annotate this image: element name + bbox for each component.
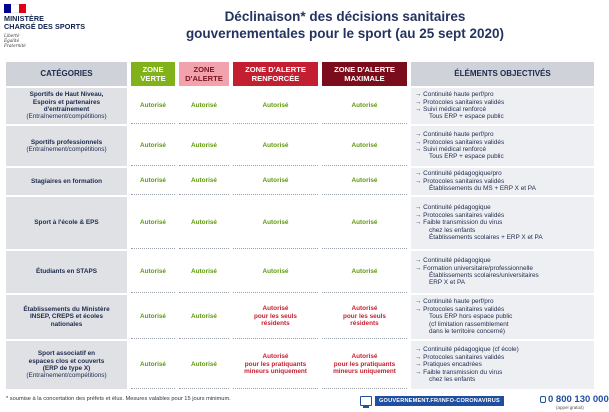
category-cell <box>6 341 127 389</box>
header-zone-alerte-renforcee <box>233 62 318 86</box>
category-cell <box>6 197 127 249</box>
element-item: → Continuité pédagogique <box>415 257 491 265</box>
status-maximale-text <box>352 219 378 226</box>
category-label <box>34 219 98 226</box>
status-renforcee-text <box>263 102 289 109</box>
category-line: INSEP, CREPS et écoles <box>29 313 104 321</box>
phone-icon <box>540 396 546 403</box>
header-max-line-2: MAXIMALE <box>344 74 385 83</box>
status-zone-verte: Autorisé <box>131 341 175 389</box>
hotline <box>540 394 609 410</box>
elements-list <box>415 298 512 335</box>
status-maximale-text <box>352 268 378 275</box>
status-zone-verte: Autorisé <box>131 88 175 124</box>
elements-cell <box>411 197 594 249</box>
category-line: Étudiants en STAPS <box>36 268 97 276</box>
elements-cell <box>411 88 594 124</box>
element-item: Établissements scolaires/universitaires <box>429 272 539 279</box>
status-maximale-line: pour les seuls <box>343 312 386 320</box>
title-line-2: gouvernementales pour le sport (au 25 sept 2020) <box>185 26 505 41</box>
category-line: (ERP de type X) <box>42 365 91 372</box>
header-alerte-line-1: ZONE <box>193 65 215 74</box>
status-maximale-text <box>343 305 386 327</box>
element-item: → Protocoles sanitaires validés <box>415 305 505 313</box>
element-item: chez les enfants <box>429 226 476 234</box>
category-line: d'entraînement <box>43 106 90 113</box>
gov-link[interactable] <box>360 396 504 406</box>
status-zone-alerte: Autorisé <box>179 88 229 124</box>
elements-cell <box>411 126 594 166</box>
status-zone-alerte: Autorisé <box>179 126 229 166</box>
flag-red <box>19 4 26 13</box>
status-zone-maximale <box>322 88 407 124</box>
phone-number <box>540 394 609 405</box>
status-renforcee-line: pour les pratiquants <box>244 360 307 368</box>
element-item: → Continuité haute perf/pro <box>415 298 494 306</box>
category-label <box>26 139 106 154</box>
status-zone-maximale <box>322 126 407 166</box>
ministry-name <box>4 15 94 31</box>
ministry-line-1: MINISTÈRE <box>4 14 45 23</box>
header-categories: CATÉGORIES <box>6 62 127 86</box>
status-renforcee-text <box>244 353 307 375</box>
status-maximale-line: Autorisé <box>351 305 378 313</box>
header-zone-alerte-maximale <box>322 62 407 86</box>
status-zone-alerte: Autorisé <box>179 295 229 339</box>
element-item: Établissements scolaires + ERP X et PA <box>429 234 543 242</box>
elements-list <box>415 91 504 121</box>
category-cell <box>6 295 127 339</box>
status-zone-renforcee <box>233 197 318 249</box>
category-cell <box>6 168 127 195</box>
status-zone-verte: Autorisé <box>131 251 175 293</box>
elements-cell <box>411 341 594 389</box>
status-renforcee-line: pour les seuls <box>254 312 297 320</box>
element-item: → Continuité pédagogique (cf école) <box>415 346 519 354</box>
element-item: → Protocoles sanitaires validés <box>415 138 505 146</box>
status-zone-verte: Autorisé <box>131 295 175 339</box>
status-zone-alerte: Autorisé <box>179 341 229 389</box>
status-renforcee-line: mineurs uniquement <box>244 368 307 376</box>
header-verte-line-2: VERTE <box>140 74 166 83</box>
category-cell <box>6 251 127 293</box>
header-verte-line-1: ZONE <box>142 65 164 74</box>
category-line: Établissements du Ministère <box>23 305 110 313</box>
elements-list <box>415 170 536 192</box>
status-renforcee-text <box>263 142 289 149</box>
category-label <box>26 91 106 121</box>
element-item: ERP X et PA <box>429 279 465 287</box>
element-item: → Continuité pédagogique/pro <box>415 170 502 178</box>
phone-note: (appel gratuit) <box>556 405 584 410</box>
status-maximale-line: mineurs uniquement <box>333 368 396 376</box>
category-label <box>23 306 109 328</box>
elements-cell <box>411 168 594 195</box>
status-renforcee-line: Autorisé <box>262 267 289 275</box>
category-line: Sportifs professionnels <box>30 138 103 146</box>
category-line: espaces clos et couverts <box>28 357 105 365</box>
header-renf-line-2: RENFORCÉE <box>251 74 300 83</box>
status-renforcee-text <box>263 177 289 184</box>
status-renforcee-line: Autorisé <box>262 305 289 313</box>
elements-cell <box>411 251 594 293</box>
status-renforcee-text <box>263 268 289 275</box>
elements-list <box>415 346 519 383</box>
category-subtitle: (Entraînement/compétitions) <box>26 146 107 153</box>
element-item: → Protocoles sanitaires validés <box>415 177 505 185</box>
motto-egalite: Égalité <box>4 38 20 43</box>
status-zone-verte: Autorisé <box>131 126 175 166</box>
category-label <box>31 178 102 185</box>
header-zone-verte <box>131 62 175 86</box>
category-cell <box>6 126 127 166</box>
elements-list <box>415 257 539 287</box>
status-zone-maximale <box>322 168 407 195</box>
category-line: nationales <box>50 320 83 328</box>
flag-blue <box>4 4 11 13</box>
status-maximale-line: résidents <box>350 320 379 328</box>
status-maximale-text <box>333 353 396 375</box>
status-zone-renforcee <box>233 341 318 389</box>
category-label <box>36 268 97 275</box>
status-renforcee-line: résidents <box>261 320 290 328</box>
status-zone-alerte: Autorisé <box>179 168 229 195</box>
element-item: dans le territoire concerné) <box>429 328 506 336</box>
status-maximale-line: Autorisé <box>351 353 378 361</box>
gov-url[interactable]: GOUVERNEMENT.FR/INFO-CORONAVIRUS <box>375 396 504 406</box>
element-item: Tous ERP + espace public <box>429 113 504 121</box>
category-line: Sportifs de Haut Niveau, <box>29 91 104 99</box>
element-item: → Suivi médical renforcé <box>415 106 487 113</box>
element-item: → Formation universitaire/professionnelle <box>415 264 533 272</box>
header-alerte-line-2: D'ALERTE <box>185 74 223 83</box>
french-flag-icon <box>4 4 26 13</box>
elements-list <box>415 131 504 161</box>
ministry-line-2: CHARGÉ DES SPORTS <box>4 22 86 31</box>
status-maximale-text <box>352 142 378 149</box>
status-zone-maximale <box>322 197 407 249</box>
status-maximale-line: Autorisé <box>351 267 378 275</box>
category-line: Espoirs et partenaires <box>32 98 101 106</box>
element-item: Tous ERP hors espace public <box>429 313 513 321</box>
status-renforcee-line: Autorisé <box>262 177 289 185</box>
motto-liberte: Liberté <box>4 33 20 38</box>
header-max-line-1: ZONE D'ALERTE <box>334 65 395 74</box>
title-line-1: Déclinaison* des décisions sanitaires <box>224 9 466 24</box>
status-zone-verte: Autorisé <box>131 197 175 249</box>
motto-fraternite: Fraternité <box>4 43 26 48</box>
phone-number-text: 0 800 130 000 <box>548 394 609 405</box>
element-item: → Pratiques encadrées <box>415 361 482 369</box>
category-line: Stagiaires en formation <box>30 177 103 185</box>
header-zone-alerte <box>179 62 229 86</box>
element-item: → Continuité haute perf/pro <box>415 91 494 99</box>
category-label <box>26 350 106 380</box>
element-item: → Suivi médical renforcé <box>415 146 487 153</box>
header-elements-objectives: ÉLÉMENTS OBJECTIVÉS <box>411 62 594 86</box>
status-renforcee-text <box>254 305 297 327</box>
element-item: (cf limitation rassemblement <box>429 320 509 328</box>
footnote: * soumise à la concertation des préfets et élus. Mesures valables pour 15 jours minimum. <box>6 396 231 402</box>
status-renforcee-line: Autorisé <box>262 353 289 361</box>
status-zone-maximale <box>322 251 407 293</box>
status-maximale-line: pour les pratiquants <box>333 360 396 368</box>
elements-list <box>415 204 543 241</box>
element-item: → Faible transmission du virus <box>415 368 503 376</box>
status-zone-renforcee <box>233 126 318 166</box>
ministry-logo <box>4 4 94 50</box>
element-item: → Protocoles sanitaires validés <box>415 211 505 219</box>
category-line: Sport associatif en <box>37 350 96 358</box>
status-renforcee-line: Autorisé <box>262 101 289 109</box>
status-zone-maximale <box>322 295 407 339</box>
element-item: Établissements du MS + ERP X et PA <box>429 185 536 193</box>
status-maximale-text <box>352 102 378 109</box>
flag-white <box>11 4 18 13</box>
status-zone-maximale <box>322 341 407 389</box>
status-maximale-line: Autorisé <box>351 177 378 185</box>
status-zone-alerte: Autorisé <box>179 251 229 293</box>
element-item: → Faible transmission du virus <box>415 219 503 227</box>
element-item: chez les enfants <box>429 376 476 384</box>
status-maximale-line: Autorisé <box>351 141 378 149</box>
status-renforcee-text <box>263 219 289 226</box>
status-zone-renforcee <box>233 295 318 339</box>
status-zone-renforcee <box>233 251 318 293</box>
status-zone-alerte: Autorisé <box>179 197 229 249</box>
status-zone-renforcee <box>233 168 318 195</box>
decisions-table <box>6 62 594 389</box>
element-item: → Protocoles sanitaires validés <box>415 98 505 106</box>
element-item: → Continuité haute perf/pro <box>415 131 494 139</box>
computer-icon <box>360 396 372 406</box>
element-item: Tous ERP + espace public <box>429 153 504 161</box>
category-subtitle: (Entraînement/compétitions) <box>26 372 107 380</box>
category-subtitle: (Entraînement/compétitions) <box>26 113 107 121</box>
page-title <box>100 8 590 42</box>
element-item: → Protocoles sanitaires validés <box>415 353 505 361</box>
header-renf-line-1: ZONE D'ALERTE <box>245 65 306 74</box>
status-renforcee-line: Autorisé <box>262 141 289 149</box>
status-maximale-line: Autorisé <box>351 218 378 226</box>
status-zone-renforcee <box>233 88 318 124</box>
elements-cell <box>411 295 594 339</box>
republic-motto <box>4 33 94 48</box>
category-line: Sport à l'école & EPS <box>34 219 99 227</box>
element-item: → Continuité pédagogique <box>415 204 491 212</box>
category-cell <box>6 88 127 124</box>
status-maximale-line: Autorisé <box>351 101 378 109</box>
status-zone-verte: Autorisé <box>131 168 175 195</box>
status-renforcee-line: Autorisé <box>262 218 289 226</box>
status-maximale-text <box>352 177 378 184</box>
